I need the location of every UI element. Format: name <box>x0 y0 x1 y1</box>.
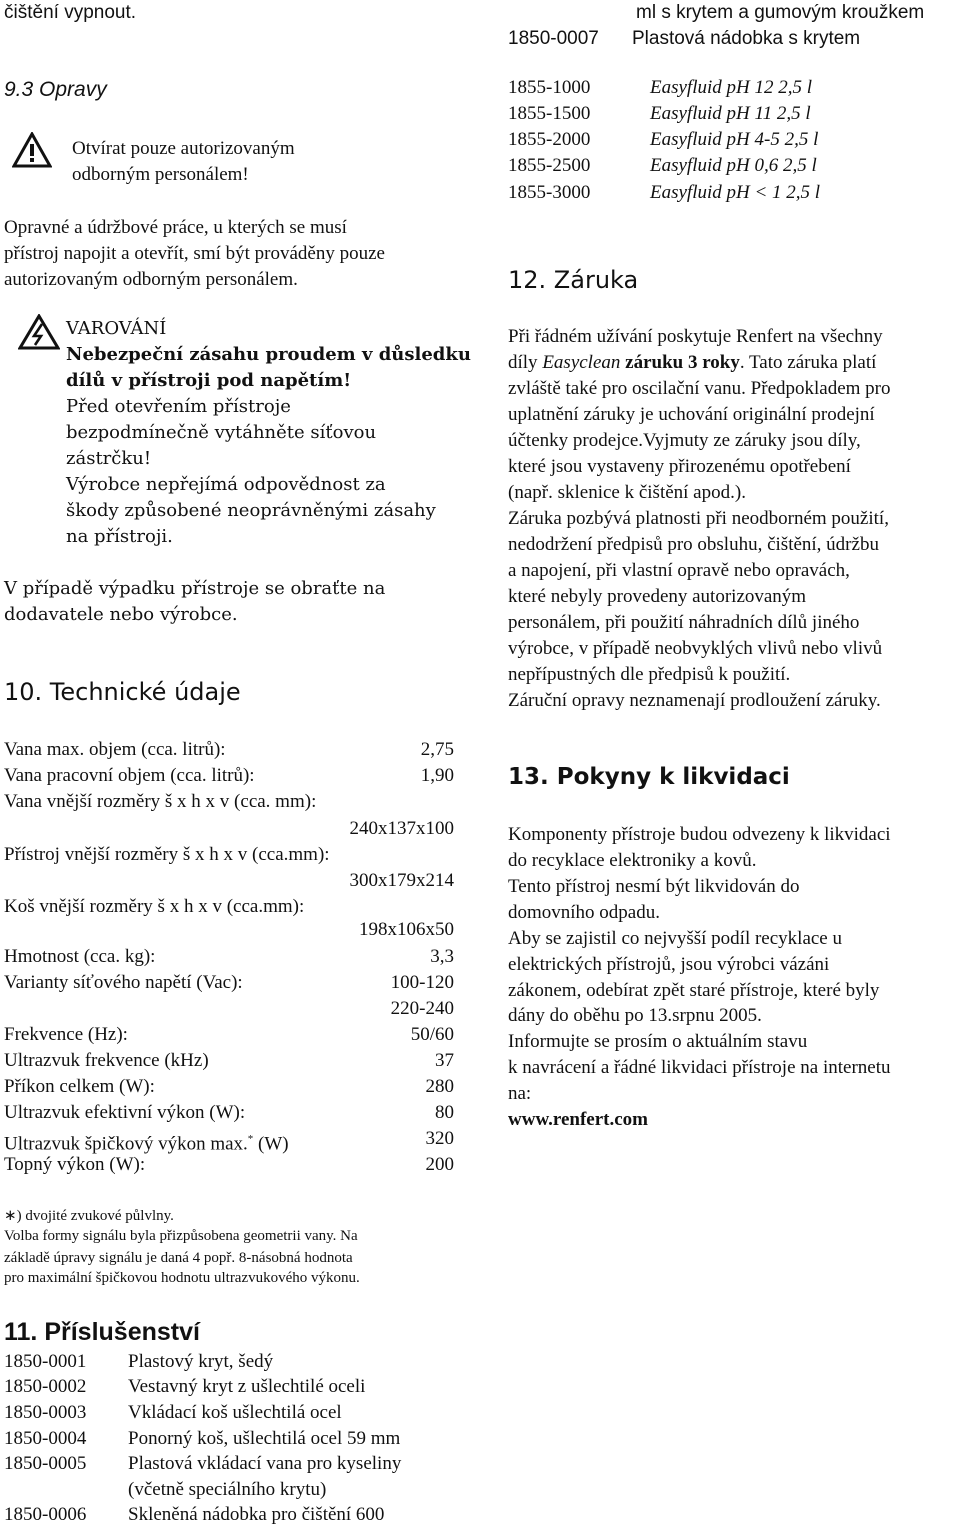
disposal-line: dány do oběhu po 13.srpnu 2005. <box>508 1005 762 1026</box>
spec-row <box>4 996 454 1022</box>
heading-12: 12. Záruka <box>508 266 639 294</box>
footnote-line: ∗) dvojité zvukové půlvlny. <box>4 1208 174 1224</box>
spec-row <box>4 1074 454 1100</box>
spec-row <box>4 944 454 970</box>
easyfluid-desc: Easyfluid pH 4-5 2,5 l <box>650 129 819 150</box>
warranty-line: nedodržení předpisů pro obsluhu, čištění, údržbu <box>508 534 879 555</box>
spec-row <box>4 1126 454 1155</box>
accessory-desc: (včetně speciálního krytu) <box>128 1479 327 1500</box>
footnote-marker: * <box>247 1133 254 1145</box>
warranty-line: nepřípustných dle předpisů k použití. <box>508 664 791 685</box>
warranty-bold: záruku 3 roky <box>620 352 740 373</box>
warning-icon <box>12 132 52 168</box>
easyfluid-desc: Easyfluid pH < 1 2,5 l <box>650 182 821 203</box>
warranty-text: . Tato záruka platí <box>739 352 877 373</box>
failure-line: dodavatele nebo výrobce. <box>4 604 238 625</box>
disposal-line: Tento přístroj nesmí být likvidován do <box>508 876 800 897</box>
easyfluid-desc: Easyfluid pH 11 2,5 l <box>650 103 811 124</box>
spec-label: Vana pracovní objem (cca. litrů): <box>4 765 255 786</box>
heading-13: 13. Pokyny k likvidaci <box>508 764 790 790</box>
accessory-cont-desc: Plastová nádobka s krytem <box>632 28 861 49</box>
repair-para-line: přístroj napojit a otevřít, smí být prováděny pouze <box>4 243 385 264</box>
warranty-line: které jsou vystaveny přirozenému opotřebení <box>508 456 851 477</box>
footnote-line: Volba formy signálu byla přizpůsobena geometrii vany. Na <box>4 1228 358 1244</box>
intro-tail: čištění vypnout. <box>4 2 137 23</box>
spec-value: 50/60 <box>410 1024 454 1045</box>
danger-line: Výrobce nepřejímá odpovědnost za <box>66 474 386 495</box>
disposal-line: Aby se zajistil co nejvyšší podíl recyklace u <box>508 928 842 949</box>
spec-value: 220-240 <box>390 998 454 1019</box>
danger-line: Před otevřením přístroje <box>66 396 291 417</box>
footnote-line: základě úpravy signálu je daná 4 popř. 8-násobná hodnota <box>4 1250 353 1266</box>
spec-row <box>4 1100 454 1126</box>
accessory-code: 1850-0006 <box>4 1504 87 1525</box>
repair-para-line: autorizovaným odborným personálem. <box>4 269 298 290</box>
warranty-line: účtenky prodejce.Vyjmuty ze záruky jsou díly, <box>508 430 861 451</box>
accessory-code: 1850-0003 <box>4 1402 87 1423</box>
failure-line: V případě výpadku přístroje se obraťte na <box>4 578 386 599</box>
spec-value: 198x106x50 <box>359 919 454 940</box>
spec-value: 37 <box>435 1050 454 1071</box>
disposal-line: k navrácení a řádné likvidaci přístroje na internetu <box>508 1057 891 1078</box>
spec-label: Koš vnější rozměry š x h x v (cca.mm): <box>4 896 305 917</box>
footnote-line: pro maximální špičkovou hodnotu ultrazvukového výkonu. <box>4 1270 360 1286</box>
warranty-line: Záruka pozbývá platnosti při neodborném použití, <box>508 508 889 529</box>
warranty-line: Záruční opravy neznamenají prodloužení záruky. <box>508 690 881 711</box>
spec-value: 300x179x214 <box>349 870 454 891</box>
spec-label: Příkon celkem (W): <box>4 1076 155 1097</box>
accessory-desc: Skleněná nádobka pro čištění 600 <box>128 1504 385 1525</box>
easyfluid-code: 1855-1000 <box>508 77 591 98</box>
accessory-code: 1850-0005 <box>4 1453 87 1474</box>
spec-label: Přístroj vnější rozměry š x h x v (cca.mm): <box>4 844 330 865</box>
accessory-code: 1850-0002 <box>4 1376 87 1397</box>
spec-label: Frekvence (Hz): <box>4 1024 128 1045</box>
easyfluid-code: 1855-3000 <box>508 182 591 203</box>
warranty-line: (např. sklenice k čištění apod.). <box>508 482 746 503</box>
danger-line: na přístroji. <box>66 526 173 547</box>
danger-line: bezpodmínečně vytáhněte síťovou <box>66 422 377 443</box>
spec-row <box>4 842 454 868</box>
warranty-line: zvláště také pro oscilační vanu. Předpokladem pro <box>508 378 891 399</box>
spec-row <box>4 763 454 789</box>
spec-row <box>4 917 454 943</box>
spec-row <box>4 970 454 996</box>
disposal-line: na: <box>508 1083 532 1104</box>
spec-value: 320 <box>425 1128 454 1149</box>
spec-value: 1,90 <box>420 765 454 786</box>
spec-label: Hmotnost (cca. kg): <box>4 946 156 967</box>
heading-9-3: 9.3 Opravy <box>4 78 107 101</box>
warranty-line: uplatnění záruky je uchování originální prodejní <box>508 404 875 425</box>
spec-row <box>4 789 454 815</box>
accessory-desc: Vkládací koš ušlechtilá ocel <box>128 1402 342 1423</box>
spec-row <box>4 868 454 894</box>
spec-label: Varianty síťového napětí (Vac): <box>4 972 243 993</box>
accessory-desc: Vestavný kryt z ušlechtilé oceli <box>128 1376 366 1397</box>
spec-label: Ultrazvuk efektivní výkon (W): <box>4 1102 246 1123</box>
warranty-line: výrobce, v případě neobvyklých vlivů nebo vlivů <box>508 638 883 659</box>
warning-line-1: Otvírat pouze autorizovaným <box>72 138 295 159</box>
danger-line: škody způsobené neoprávněnými zásahy <box>66 500 436 521</box>
spec-value: 3,3 <box>430 946 454 967</box>
spec-label: Topný výkon (W): <box>4 1154 146 1175</box>
danger-line: zástrčku! <box>66 448 152 469</box>
spec-value: 240x137x100 <box>349 818 454 839</box>
spec-value: 200 <box>425 1154 454 1175</box>
spec-value: 100-120 <box>390 972 454 993</box>
accessory-code: 1850-0004 <box>4 1428 87 1449</box>
spec-label: Ultrazvuk frekvence (kHz) <box>4 1050 209 1071</box>
warranty-line: které nebyly provedeny autorizovaným <box>508 586 807 607</box>
heading-10: 10. Technické údaje <box>4 678 241 706</box>
easyfluid-code: 1855-1500 <box>508 103 591 124</box>
disposal-line: Informujte se prosím o aktuálním stavu <box>508 1031 808 1052</box>
spec-label-tail: (W) <box>253 1133 289 1155</box>
spec-row <box>4 1022 454 1048</box>
spec-label: Vana max. objem (cca. litrů): <box>4 739 226 760</box>
spec-value: 2,75 <box>420 739 454 760</box>
warranty-line: a napojení, při vlastní opravě nebo opravách, <box>508 560 850 581</box>
repair-para-line: Opravné a údržbové práce, u kterých se musí <box>4 217 347 238</box>
spec-value: 80 <box>435 1102 454 1123</box>
accessory-desc: Plastová vkládací vana pro kyseliny <box>128 1453 402 1474</box>
disposal-line: domovního odpadu. <box>508 902 660 923</box>
warranty-line <box>508 350 876 376</box>
spec-label: Vana vnější rozměry š x h x v (cca. mm): <box>4 791 317 812</box>
disposal-line: do recyklace elektroniky a kovů. <box>508 850 757 871</box>
easyfluid-code: 1855-2500 <box>508 155 591 176</box>
disposal-line: elektrických přístrojů, jsou výrobci vázáni <box>508 954 830 975</box>
accessory-desc: Ponorný koš, ušlechtilá ocel 59 mm <box>128 1428 401 1449</box>
easyfluid-desc: Easyfluid pH 12 2,5 l <box>650 77 813 98</box>
accessory-desc: Plastový kryt, šedý <box>128 1351 274 1372</box>
danger-line: Nebezpeční zásahu proudem v důsledku <box>66 344 471 365</box>
accessory-cont-code: 1850-0007 <box>508 28 599 49</box>
spec-row <box>4 737 454 763</box>
warranty-text: díly <box>508 352 543 373</box>
danger-title: VAROVÁNÍ <box>66 318 167 339</box>
website-link[interactable]: www.renfert.com <box>508 1109 648 1130</box>
spec-label: Ultrazvuk špičkový výkon max. <box>4 1133 248 1155</box>
disposal-line: zákonem, odebírat zpět staré přístroje, které byly <box>508 980 880 1001</box>
warranty-line: personálem, při použití náhradních dílů jiného <box>508 612 860 633</box>
accessory-code: 1850-0001 <box>4 1351 87 1372</box>
accessory-cont-line: ml s krytem a gumovým kroužkem <box>636 2 925 23</box>
warranty-line: Při řádném užívání poskytuje Renfert na všechny <box>508 326 883 347</box>
danger-line: dílů v přístroji pod napětím! <box>66 370 352 391</box>
disposal-line: Komponenty přístroje budou odvezeny k likvidaci <box>508 824 891 845</box>
product-name: Easyclean <box>542 352 621 373</box>
spec-row <box>4 1048 454 1074</box>
spec-value: 280 <box>425 1076 454 1097</box>
spec-row <box>4 1152 454 1178</box>
warning-line-2: odborným personálem! <box>72 164 249 185</box>
electric-hazard-icon <box>18 314 60 350</box>
spec-row <box>4 816 454 842</box>
heading-11: 11. Příslušenství <box>4 1318 200 1346</box>
easyfluid-code: 1855-2000 <box>508 129 591 150</box>
easyfluid-desc: Easyfluid pH 0,6 2,5 l <box>650 155 817 176</box>
